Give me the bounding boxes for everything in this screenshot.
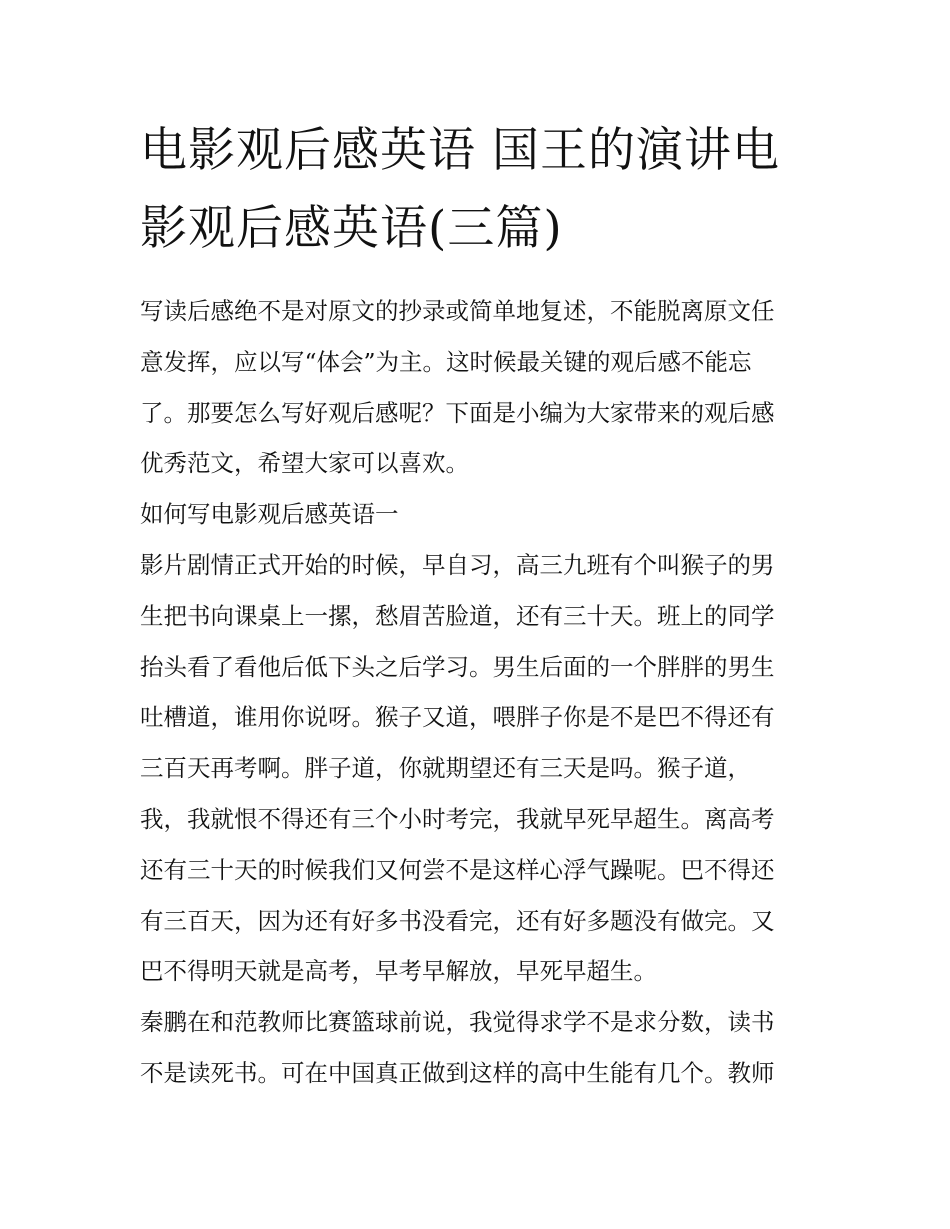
body-paragraph [140,540,820,997]
document-page [140,112,820,1099]
text-line: 优秀范文，希望大家可以喜欢。 [140,449,469,478]
text-line: 影片剧情正式开始的时候，早自习，高三九班有个叫猴子的男 [140,550,775,579]
text-line: 吐槽道，谁用你说呀。猴子又道，喂胖子你是不是巴不得还有 [140,703,775,732]
intro-paragraph [140,286,820,489]
text-line: 我，我就恨不得还有三个小时考完，我就早死早超生。离高考 [140,804,775,833]
text-line: 巴不得明天就是高考，早考早解放，早死早超生。 [140,957,657,986]
document-body [140,286,820,1099]
title-line: 影观后感英语(三篇) [140,201,563,256]
body-paragraph [140,997,820,1099]
title-line: 电影观后感英语 国王的演讲电 [140,123,780,178]
text-line: 生把书向课桌上一摞，愁眉苦脸道，还有三十天。班上的同学 [140,601,775,630]
text-line: 有三百天，因为还有好多书没看完，还有好多题没有做完。又 [140,906,775,935]
text-line: 了。那要怎么写好观后感呢？下面是小编为大家带来的观后感 [140,398,775,427]
text-line: 写读后感绝不是对原文的抄录或简单地复述，不能脱离原文任 [140,297,775,325]
text-line: 抬头看了看他后低下头之后学习。男生后面的一个胖胖的男生 [140,652,775,681]
text-line: 如何写电影观后感英语一 [140,500,399,529]
text-line: 不是读死书。可在中国真正做到这样的高中生能有几个。教师 [140,1058,775,1087]
document-title [140,112,820,268]
text-line: 三百天再考啊。胖子道，你就期望还有三天是吗。猴子道， [140,754,751,783]
text-line: 还有三十天的时候我们又何尝不是这样心浮气躁呢。巴不得还 [140,855,775,884]
section-heading [140,489,820,540]
text-line: 秦鹏在和范教师比赛篮球前说，我觉得求学不是求分数，读书 [140,1008,775,1037]
text-line: 意发挥，应以写“体会”为主。这时候最关键的观后感不能忘 [140,347,752,376]
